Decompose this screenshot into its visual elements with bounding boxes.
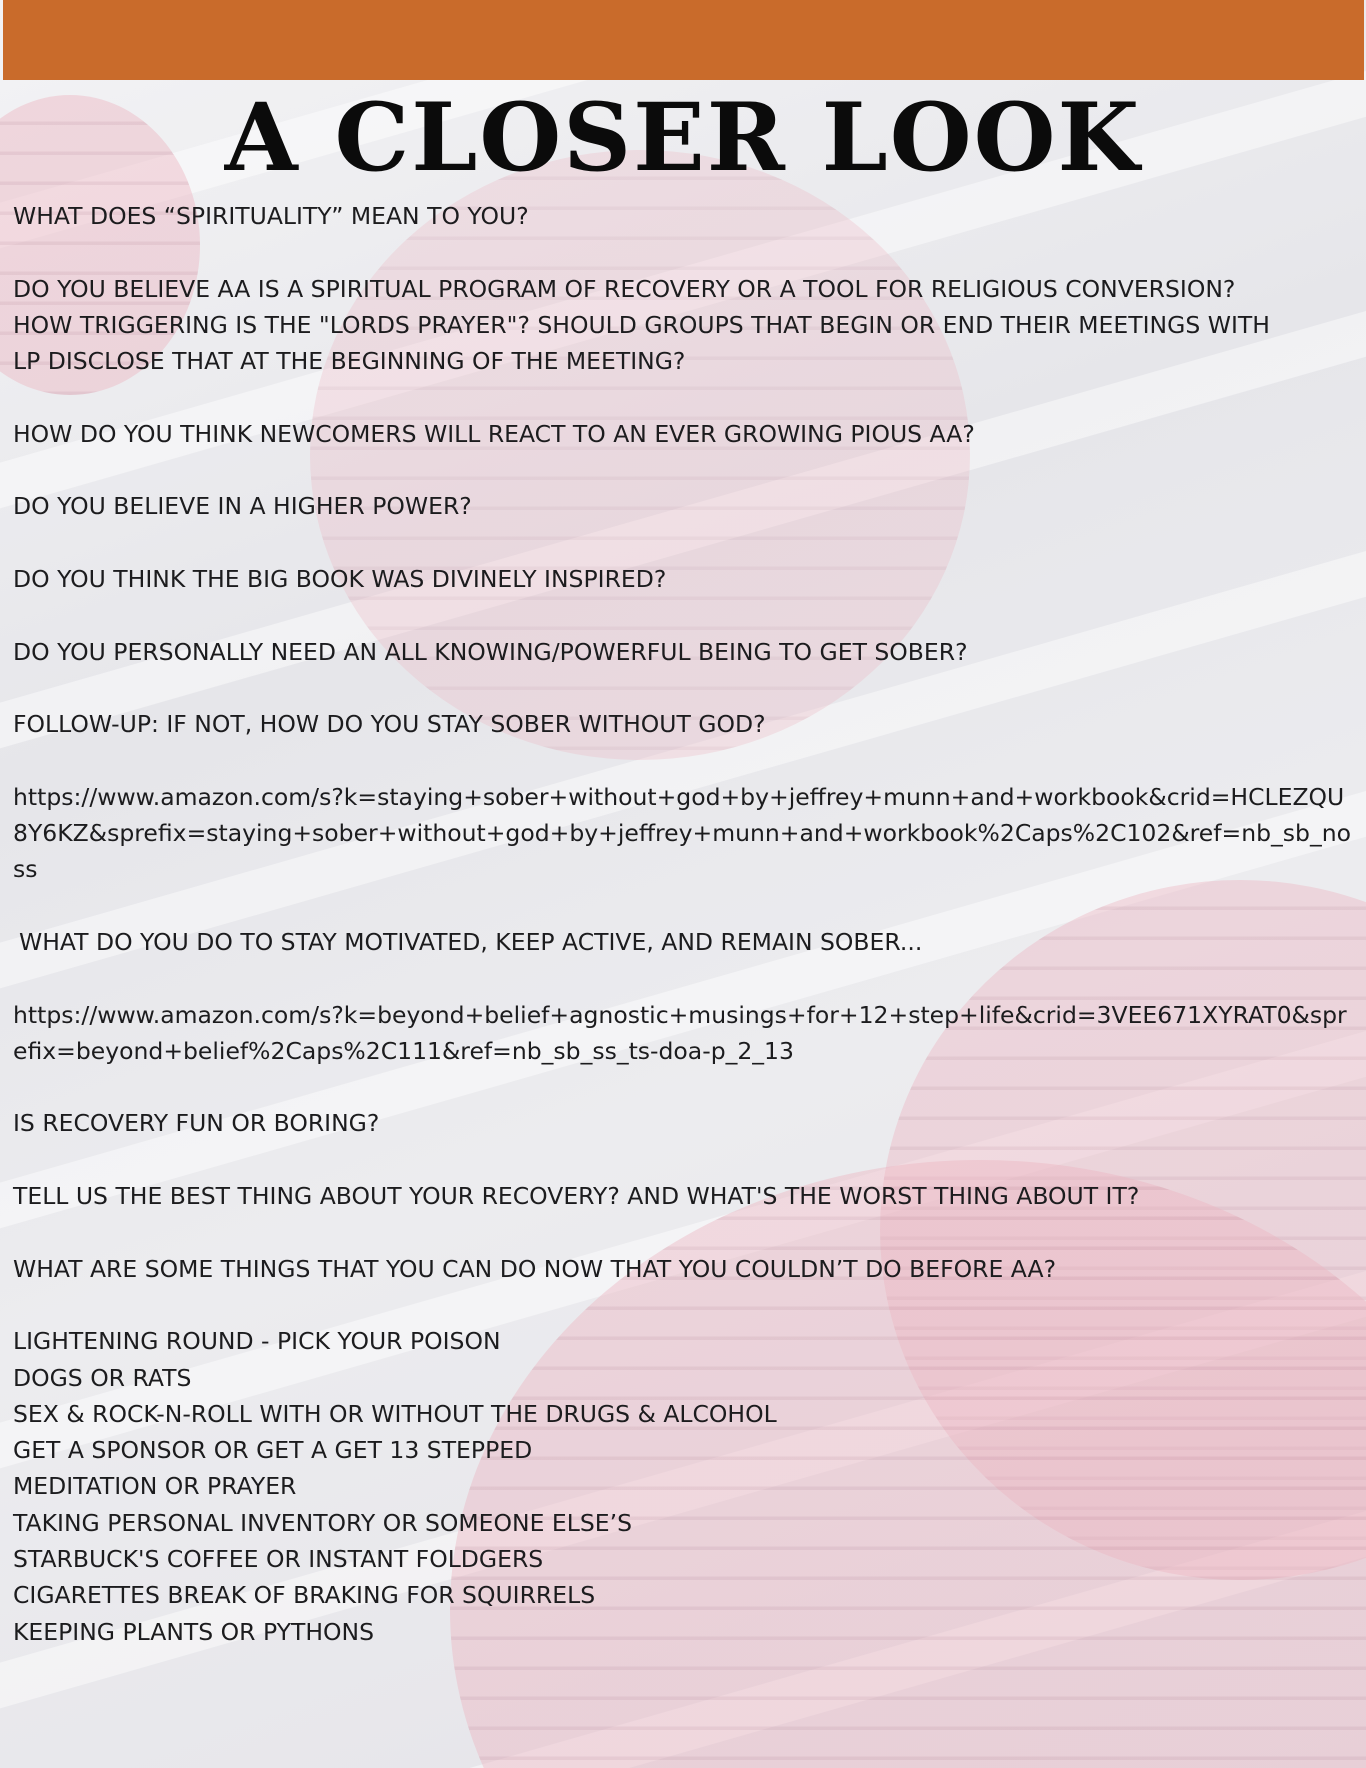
blank-line: [13, 597, 1358, 633]
blank-line: [13, 888, 1358, 924]
blank-line: [13, 960, 1358, 996]
blank-line: [13, 742, 1358, 778]
question-powerful-being: DO YOU PERSONALLY NEED AN ALL KNOWING/POWERFUL BEING TO GET SOBER?: [13, 637, 968, 666]
lightning-item: TAKING PERSONAL INVENTORY OR SOMEONE ELSE’S: [13, 1508, 633, 1537]
blank-line: [13, 379, 1358, 415]
blank-line: [13, 1069, 1358, 1105]
question-list: [13, 198, 1358, 1650]
question-motivated: WHAT DO YOU DO TO STAY MOTIVATED, KEEP ACTIVE, AND REMAIN SOBER...: [19, 927, 923, 956]
blank-line: [13, 452, 1358, 488]
question-higher-power: DO YOU BELIEVE IN A HIGHER POWER?: [13, 492, 472, 521]
question-follow-up: FOLLOW-UP: IF NOT, HOW DO YOU STAY SOBER WITHOUT GOD?: [13, 710, 766, 739]
lightning-item: SEX & ROCK-N-ROLL WITH OR WITHOUT THE DRUGS & ALCOHOL: [13, 1399, 777, 1428]
lightning-item: CIGARETTES BREAK OF BRAKING FOR SQUIRRELS: [13, 1581, 596, 1610]
blank-line: [13, 1142, 1358, 1178]
header-bar: [3, 0, 1364, 80]
question-lords-prayer-cont: LP DISCLOSE THAT AT THE BEGINNING OF THE MEETING?: [13, 347, 686, 376]
blank-line: [13, 525, 1358, 561]
amazon-link-staying-sober[interactable]: https://www.amazon.com/s?k=staying+sober+without+god+by+jeffrey+munn+and+workbook&crid=HCLEZQU8Y6KZ&sprefix=staying+sober+without+god+by+jeffrey+munn+and+workbook%2Caps%2C102&ref=nb_sb_noss: [13, 782, 1351, 884]
question-spiritual-program: DO YOU BELIEVE AA IS A SPIRITUAL PROGRAM OF RECOVERY OR A TOOL FOR RELIGIOUS CONVERSION?: [13, 274, 1236, 303]
blank-line: [13, 1287, 1358, 1323]
lightning-item: GET A SPONSOR OR GET A GET 13 STEPPED: [13, 1436, 533, 1465]
page-title: A CLOSER LOOK: [224, 83, 1142, 193]
question-fun-or-boring: IS RECOVERY FUN OR BORING?: [13, 1109, 380, 1138]
blank-line: [13, 234, 1358, 270]
question-lords-prayer: HOW TRIGGERING IS THE "LORDS PRAYER"? SHOULD GROUPS THAT BEGIN OR END THEIR MEETINGS WITH: [13, 310, 1270, 339]
lightning-item: STARBUCK'S COFFEE OR INSTANT FOLDGERS: [13, 1544, 544, 1573]
blank-line: [13, 1214, 1358, 1250]
lightning-item: KEEPING PLANTS OR PYTHONS: [13, 1617, 374, 1646]
question-spirituality: WHAT DOES “SPIRITUALITY” MEAN TO YOU?: [13, 202, 529, 230]
lightning-round-heading: LIGHTENING ROUND - PICK YOUR POISON: [13, 1327, 501, 1356]
question-things-now: WHAT ARE SOME THINGS THAT YOU CAN DO NOW THAT YOU COULDN’T DO BEFORE AA?: [13, 1254, 1057, 1283]
lightning-item: MEDITATION OR PRAYER: [13, 1472, 297, 1501]
question-newcomers: HOW DO YOU THINK NEWCOMERS WILL REACT TO AN EVER GROWING PIOUS AA?: [13, 419, 975, 448]
question-best-worst: TELL US THE BEST THING ABOUT YOUR RECOVERY? AND WHAT'S THE WORST THING ABOUT IT?: [13, 1182, 1140, 1211]
question-big-book: DO YOU THINK THE BIG BOOK WAS DIVINELY INSPIRED?: [13, 564, 667, 593]
amazon-link-beyond-belief[interactable]: https://www.amazon.com/s?k=beyond+belief+agnostic+musings+for+12+step+life&crid=3VEE671XYRAT0&sprefix=beyond+belief%2Caps%2C111&ref=nb_sb_ss_ts-doa-p_2_13: [13, 1000, 1347, 1065]
lightning-item: DOGS OR RATS: [13, 1363, 192, 1392]
blank-line: [13, 670, 1358, 706]
